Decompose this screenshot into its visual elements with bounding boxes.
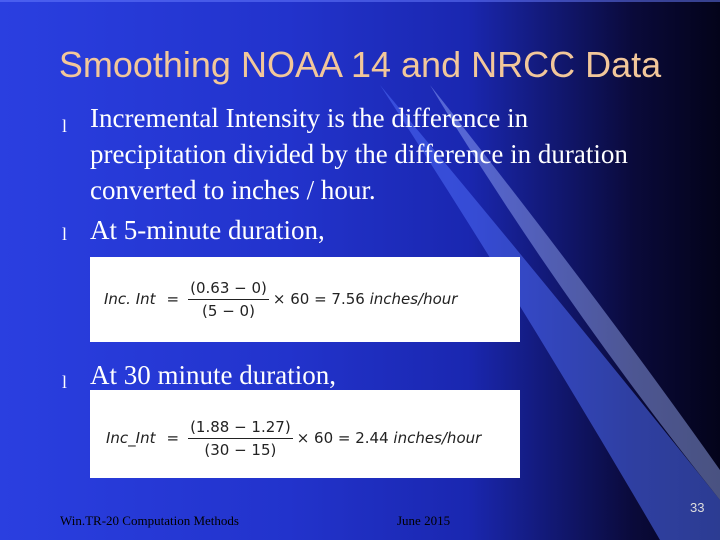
fraction	[188, 418, 293, 459]
equals-sign: =	[166, 290, 180, 308]
equation-result	[297, 429, 482, 447]
fraction-numerator: (1.88 − 1.27)	[188, 418, 293, 439]
bullet-marker: l	[62, 116, 68, 136]
equation-lhs: Inc. Int	[104, 290, 156, 308]
equation-box-5-minute	[90, 257, 520, 342]
bullet-text-5-minute: At 5-minute duration,	[90, 215, 325, 245]
equation-lhs: Inc_Int	[106, 429, 156, 447]
equation-result	[273, 290, 458, 308]
equation-unit: inches/hour	[393, 429, 482, 447]
bullet-text-definition: Incremental Intensity is the difference in precipitation divided by the difference in duration converted to inches / hour.	[90, 103, 628, 205]
footer-left: Win.TR-20 Computation Methods	[60, 513, 239, 528]
page-number: 33	[690, 500, 705, 515]
fraction-denominator: (30 − 15)	[204, 440, 277, 459]
equation-times-result: × 60 = 7.56	[272, 290, 365, 308]
equation-unit: inches/hour	[369, 290, 458, 308]
equals-sign: =	[166, 429, 180, 447]
equation-box-30-minute	[90, 390, 520, 478]
slide-title: Smoothing NOAA 14 and NRCC Data	[58, 44, 662, 85]
equation-times-result: × 60 = 2.44	[296, 429, 389, 447]
footer-date: June 2015	[397, 513, 451, 528]
fraction-denominator: (5 − 0)	[202, 301, 255, 320]
bullet-text-30-minute: At 30 minute duration,	[90, 360, 336, 390]
fraction	[188, 279, 269, 320]
fraction-numerator: (0.63 − 0)	[188, 279, 269, 300]
bullet-marker: l	[62, 372, 68, 392]
bullet-marker: l	[62, 224, 68, 244]
